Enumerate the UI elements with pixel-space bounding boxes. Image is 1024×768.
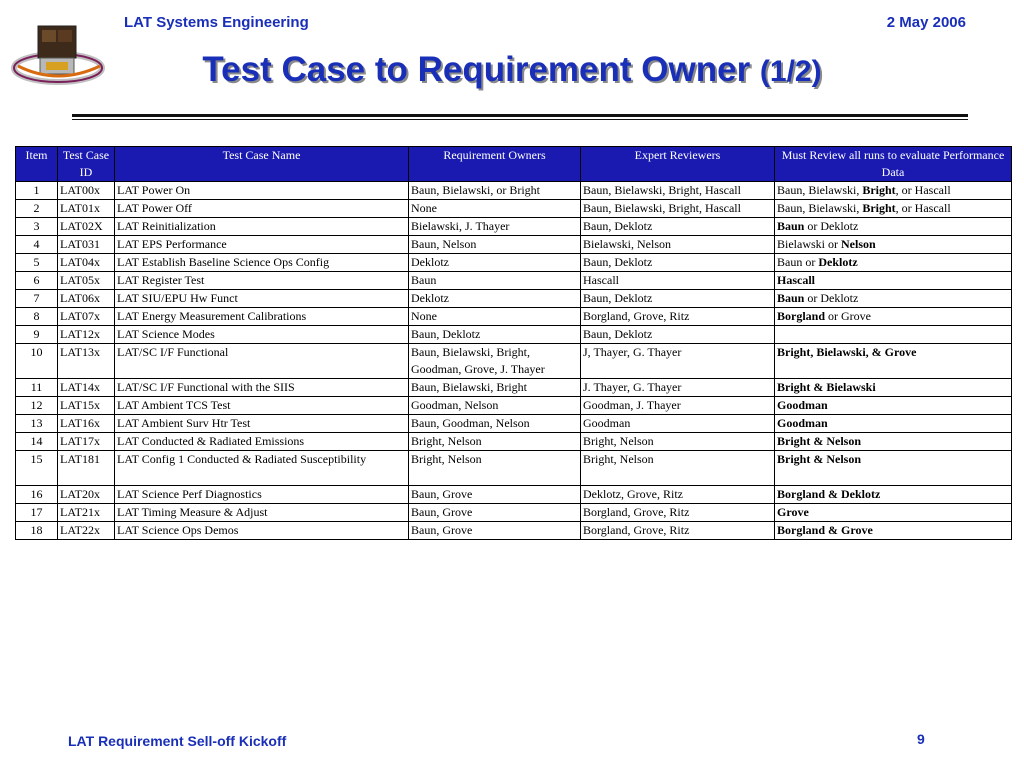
cell-test-case-id: LAT14x [58,379,115,397]
must-review-name-bold: Borgland & Deklotz [777,487,881,501]
table-body [16,182,1012,540]
cell-expert-reviewers: Borgland, Grove, Ritz [581,522,775,540]
cell-requirement-owners: None [409,200,581,218]
cell-must-review [775,344,1012,379]
header-test-case-id: Test Case ID [58,147,115,182]
cell-must-review [775,200,1012,218]
cell-expert-reviewers: Baun, Bielawski, Bright, Hascall [581,182,775,200]
cell-test-case-name: LAT Register Test [115,272,409,290]
must-review-name-bold: Bright & Nelson [777,452,861,466]
must-review-name-bold: Deklotz [818,255,858,269]
cell-must-review [775,326,1012,344]
cell-must-review [775,397,1012,415]
table-row [16,433,1012,451]
cell-requirement-owners: Baun, Grove [409,522,581,540]
cell-test-case-id: LAT13x [58,344,115,379]
table-row [16,397,1012,415]
cell-must-review [775,254,1012,272]
cell-test-case-name: LAT Timing Measure & Adjust [115,504,409,522]
table-row [16,522,1012,540]
cell-test-case-name: LAT Reinitialization [115,218,409,236]
cell-expert-reviewers: Bielawski, Nelson [581,236,775,254]
must-review-text: Baun, Bielawski, [777,201,863,215]
cell-requirement-owners: Deklotz [409,254,581,272]
cell-requirement-owners: Baun, Grove [409,504,581,522]
cell-test-case-name: LAT SIU/EPU Hw Funct [115,290,409,308]
cell-test-case-id: LAT20x [58,486,115,504]
cell-test-case-name: LAT Energy Measurement Calibrations [115,308,409,326]
cell-test-case-name: LAT Conducted & Radiated Emissions [115,433,409,451]
header-requirement-owners: Requirement Owners [409,147,581,182]
table-row [16,290,1012,308]
header-date: 2 May 2006 [886,14,966,31]
title-page-indicator: (1/2) [759,55,822,88]
must-review-text: , or Hascall [895,183,951,197]
must-review-name-bold: Bright [862,183,896,197]
must-review-name-bold: Bright & Bielawski [777,380,876,394]
cell-expert-reviewers: Baun, Deklotz [581,218,775,236]
cell-must-review [775,379,1012,397]
table-row [16,200,1012,218]
cell-item: 10 [16,344,58,379]
cell-item: 18 [16,522,58,540]
cell-test-case-id: LAT181 [58,451,115,486]
table-header-row [16,147,1012,182]
table-row [16,182,1012,200]
cell-test-case-name: LAT/SC I/F Functional [115,344,409,379]
must-review-text: Baun, Bielawski, [777,183,863,197]
cell-test-case-name: LAT Power Off [115,200,409,218]
cell-test-case-id: LAT17x [58,433,115,451]
cell-test-case-id: LAT02X [58,218,115,236]
footer-title: LAT Requirement Sell-off Kickoff [68,733,287,749]
cell-expert-reviewers: J, Thayer, G. Thayer [581,344,775,379]
cell-must-review [775,236,1012,254]
table-row [16,344,1012,379]
table-row [16,218,1012,236]
cell-must-review [775,415,1012,433]
must-review-name-bold: Nelson [841,237,876,251]
cell-requirement-owners: Baun, Bielawski, or Bright [409,182,581,200]
header-expert-reviewers: Expert Reviewers [581,147,775,182]
table-row [16,504,1012,522]
must-review-name-bold: Bright, Bielawski, & Grove [777,345,917,359]
cell-requirement-owners: Baun [409,272,581,290]
cell-expert-reviewers: J. Thayer, G. Thayer [581,379,775,397]
cell-requirement-owners: Baun, Bielawski, Bright [409,379,581,397]
cell-test-case-id: LAT22x [58,522,115,540]
cell-test-case-name: LAT Ambient Surv Htr Test [115,415,409,433]
table-row [16,451,1012,486]
cell-requirement-owners: Baun, Bielawski, Bright, Goodman, Grove, J. Thayer [409,344,581,379]
cell-test-case-id: LAT07x [58,308,115,326]
cell-test-case-name: LAT EPS Performance [115,236,409,254]
table-row [16,415,1012,433]
cell-test-case-name: LAT/SC I/F Functional with the SIIS [115,379,409,397]
must-review-text: or Deklotz [804,219,859,233]
cell-expert-reviewers: Baun, Deklotz [581,326,775,344]
cell-test-case-name: LAT Science Perf Diagnostics [115,486,409,504]
cell-item: 11 [16,379,58,397]
header-must-review: Must Review all runs to evaluate Performance Data [775,147,1012,182]
must-review-name-bold: Baun [777,291,805,305]
must-review-name-bold: Baun [777,219,805,233]
cell-expert-reviewers: Baun, Deklotz [581,254,775,272]
cell-item: 4 [16,236,58,254]
cell-must-review [775,504,1012,522]
must-review-name-bold: Bright [862,201,896,215]
cell-test-case-name: LAT Power On [115,182,409,200]
cell-item: 15 [16,451,58,486]
cell-item: 8 [16,308,58,326]
cell-test-case-name: LAT Science Modes [115,326,409,344]
must-review-name-bold: Hascall [777,273,815,287]
cell-test-case-name: LAT Science Ops Demos [115,522,409,540]
cell-must-review [775,272,1012,290]
must-review-name-bold: Goodman [777,398,828,412]
cell-test-case-id: LAT21x [58,504,115,522]
table-row [16,308,1012,326]
cell-test-case-id: LAT06x [58,290,115,308]
cell-must-review [775,218,1012,236]
cell-requirement-owners: Baun, Goodman, Nelson [409,415,581,433]
cell-test-case-id: LAT04x [58,254,115,272]
cell-item: 7 [16,290,58,308]
must-review-text: Baun or [777,255,819,269]
cell-test-case-name: LAT Ambient TCS Test [115,397,409,415]
cell-requirement-owners: Bright, Nelson [409,433,581,451]
table-row [16,272,1012,290]
header-test-case-name: Test Case Name [115,147,409,182]
cell-test-case-id: LAT12x [58,326,115,344]
cell-item: 1 [16,182,58,200]
cell-must-review [775,486,1012,504]
header-item: Item [16,147,58,182]
cell-test-case-id: LAT16x [58,415,115,433]
cell-item: 12 [16,397,58,415]
cell-expert-reviewers: Baun, Deklotz [581,290,775,308]
cell-must-review [775,451,1012,486]
table-row [16,379,1012,397]
cell-expert-reviewers: Goodman, J. Thayer [581,397,775,415]
cell-expert-reviewers: Borgland, Grove, Ritz [581,504,775,522]
cell-expert-reviewers: Borgland, Grove, Ritz [581,308,775,326]
cell-item: 16 [16,486,58,504]
must-review-text: , or Hascall [895,201,951,215]
table-row [16,254,1012,272]
cell-requirement-owners: Goodman, Nelson [409,397,581,415]
cell-requirement-owners: None [409,308,581,326]
cell-requirement-owners: Baun, Nelson [409,236,581,254]
must-review-name-bold: Borgland & Grove [777,523,873,537]
cell-item: 14 [16,433,58,451]
title-rule-thin [72,119,968,120]
cell-item: 3 [16,218,58,236]
cell-test-case-name: LAT Establish Baseline Science Ops Config [115,254,409,272]
cell-item: 13 [16,415,58,433]
cell-must-review [775,433,1012,451]
cell-item: 6 [16,272,58,290]
cell-test-case-id: LAT00x [58,182,115,200]
cell-must-review [775,308,1012,326]
must-review-text: Bielawski or [777,237,841,251]
must-review-name-bold: Goodman [777,416,828,430]
cell-expert-reviewers: Goodman [581,415,775,433]
cell-expert-reviewers: Deklotz, Grove, Ritz [581,486,775,504]
cell-must-review [775,182,1012,200]
table-row [16,486,1012,504]
must-review-name-bold: Grove [777,505,809,519]
cell-item: 9 [16,326,58,344]
page-title [0,50,1024,90]
table-row [16,236,1012,254]
cell-must-review [775,290,1012,308]
cell-test-case-id: LAT05x [58,272,115,290]
cell-test-case-name: LAT Config 1 Conducted & Radiated Susceptibility [115,451,409,486]
title-main: Test Case to Requirement Owner [202,50,760,89]
cell-requirement-owners: Baun, Deklotz [409,326,581,344]
cell-expert-reviewers: Bright, Nelson [581,433,775,451]
cell-must-review [775,522,1012,540]
cell-test-case-id: LAT15x [58,397,115,415]
cell-requirement-owners: Bright, Nelson [409,451,581,486]
must-review-text: or Grove [825,309,871,323]
cell-requirement-owners: Deklotz [409,290,581,308]
cell-item: 17 [16,504,58,522]
cell-test-case-id: LAT031 [58,236,115,254]
table-row [16,326,1012,344]
cell-requirement-owners: Baun, Grove [409,486,581,504]
cell-expert-reviewers: Bright, Nelson [581,451,775,486]
cell-expert-reviewers: Hascall [581,272,775,290]
must-review-name-bold: Borgland [777,309,826,323]
page-number: 9 [917,731,925,747]
cell-item: 2 [16,200,58,218]
must-review-name-bold: Bright & Nelson [777,434,861,448]
cell-item: 5 [16,254,58,272]
org-name: LAT Systems Engineering [124,14,309,31]
must-review-text: or Deklotz [804,291,859,305]
title-rule-thick [72,114,968,117]
cell-test-case-id: LAT01x [58,200,115,218]
cell-expert-reviewers: Baun, Bielawski, Bright, Hascall [581,200,775,218]
requirement-owner-table [15,146,1012,540]
cell-requirement-owners: Bielawski, J. Thayer [409,218,581,236]
